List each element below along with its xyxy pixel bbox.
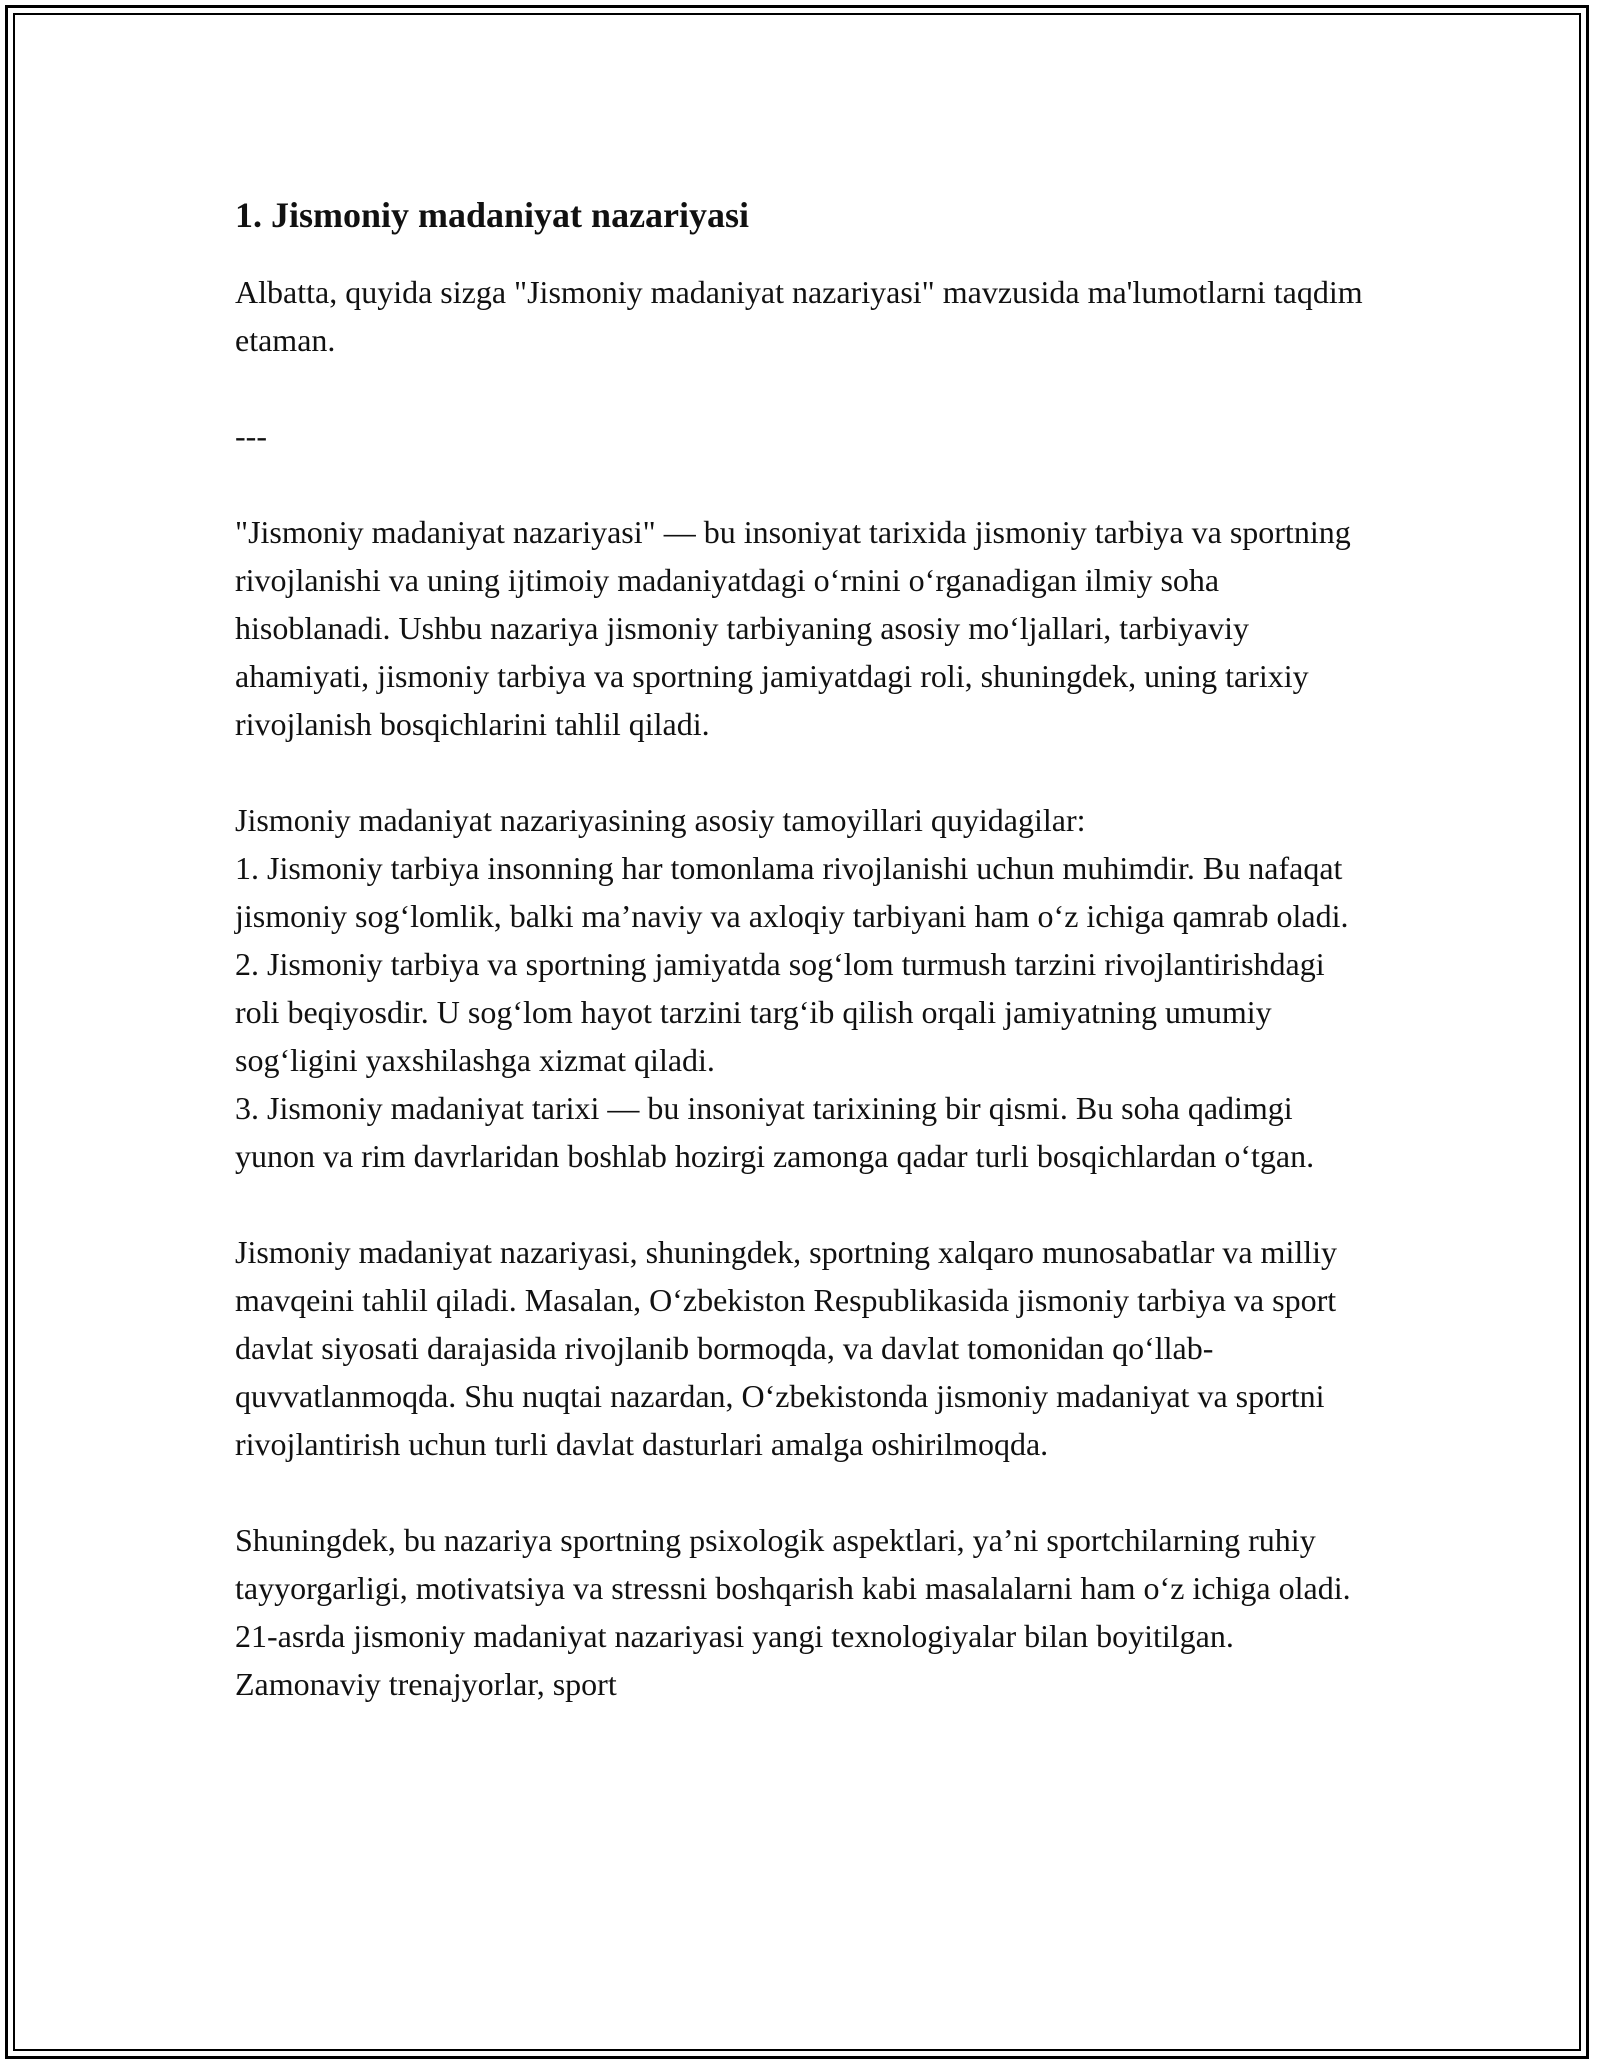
- document-body: [235, 184, 1375, 1756]
- intro-paragraph: Albatta, quyida sizga "Jismoniy madaniyat nazariyasi" mavzusida ma'lumotlarni taqdim etaman.: [235, 274, 1363, 358]
- principles-intro: Jismoniy madaniyat nazariyasining asosiy tamoyillari quyidagilar:: [235, 802, 1086, 838]
- principle-item-1: 1. Jismoniy tarbiya insonning har tomonlama rivojlanishi uchun muhimdir. Bu nafaqat jismoniy sogʻlomlik, balki maʼnaviy va axloqiy tarbiyani ham oʻz ichiga qamrab oladi.: [235, 850, 1349, 934]
- principles-list: [235, 844, 1375, 1180]
- separator-line: ---: [235, 418, 267, 454]
- international-paragraph: Jismoniy madaniyat nazariyasi, shuningdek, sportning xalqaro munosabatlar va milliy mavqeini tahlil qiladi. Masalan, Oʻzbekiston Respublikasida jismoniy tarbiya va sport davlat siyosati darajasida rivojlanib bormoqda, va davlat tomonidan qoʻllab-quvvatlanmoqda. Shu nuqtai nazardan, Oʻzbekistonda jismoniy madaniyat va sportni rivojlantirish uchun turli davlat dasturlari amalga oshirilmoqda.: [235, 1234, 1337, 1462]
- principle-item-2: 2. Jismoniy tarbiya va sportning jamiyatda sogʻlom turmush tarzini rivojlantirishdagi roli beqiyosdir. U sogʻlom hayot tarzini targʻib qilish orqali jamiyatning umumiy sogʻligini yaxshilashga xizmat qiladi.: [235, 946, 1325, 1078]
- definition-paragraph: "Jismoniy madaniyat nazariyasi" — bu insoniyat tarixida jismoniy tarbiya va sportning rivojlanishi va uning ijtimoiy madaniyatdagi oʻrnini oʻrganadigan ilmiy soha hisoblanadi. Ushbu nazariya jismoniy tarbiyaning asosiy moʻljallari, tarbiyaviy ahamiyati, jismoniy tarbiya va sportning jamiyatdagi roli, shuningdek, uning tarixiy rivojlanish bosqichlarini tahlil qiladi.: [235, 514, 1351, 742]
- psychology-paragraph: Shuningdek, bu nazariya sportning psixologik aspektlari, yaʼni sportchilarning ruhiy tayyorgarligi, motivatsiya va stressni boshqarish kabi masalalarni ham oʻz ichiga oladi. 21-asrda jismoniy madaniyat nazariyasi yangi texnologiyalar bilan boyitilgan. Zamonaviy trenajyorlar, sport: [235, 1522, 1351, 1702]
- principle-item-3: 3. Jismoniy madaniyat tarixi — bu insoniyat tarixining bir qismi. Bu soha qadimgi yunon va rim davrlaridan boshlab hozirgi zamonga qadar turli bosqichlardan oʻtgan.: [235, 1090, 1315, 1174]
- page-title: 1. Jismoniy madaniyat nazariyasi: [235, 195, 750, 235]
